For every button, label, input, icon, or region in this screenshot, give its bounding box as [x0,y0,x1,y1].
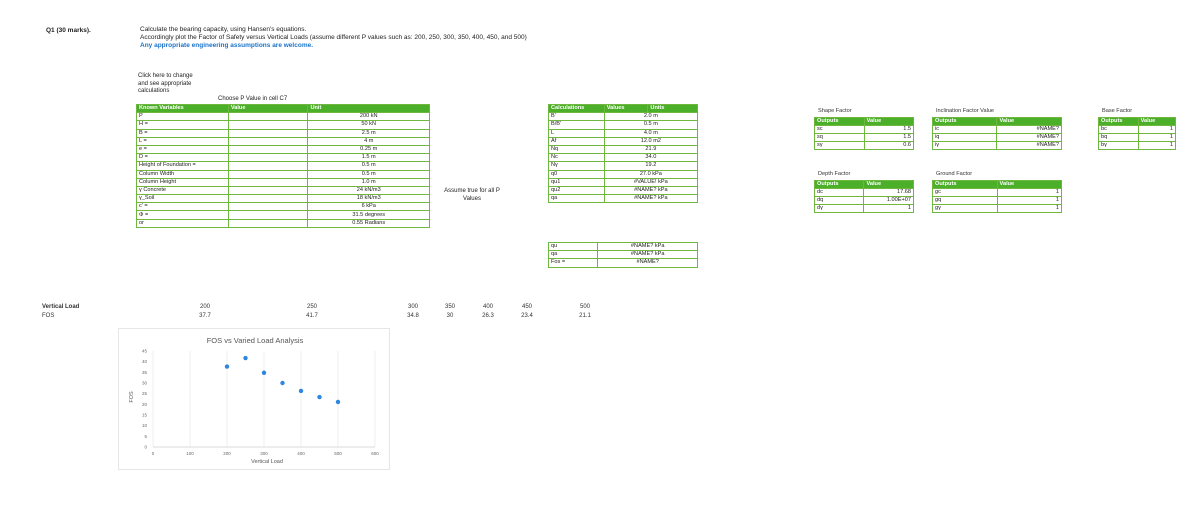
row-label: sq [815,134,865,142]
known-header-row [137,105,430,113]
table-row [815,142,914,150]
unit-cell: 1.5 m [308,154,430,162]
chart-y-tick-label: 0 [144,444,147,450]
table-row [137,178,430,186]
table-row [815,126,914,134]
value-cell: 17.68 [864,189,914,197]
chart-y-tick-label: 45 [141,348,147,354]
fos-chart [118,328,390,470]
row-label: dq [815,197,864,205]
row-label: B/B' [549,121,605,129]
table-row [815,197,914,205]
ground-factor-title: Ground Factor [936,171,973,177]
row-label: bc [1099,126,1139,134]
table-row [933,205,1062,213]
table-row [1099,142,1176,150]
chart-x-axis-label: Vertical Load [251,459,283,465]
unit-cell: 0.5 m [308,170,430,178]
depth-header-outputs: Outputs [815,181,864,189]
fos-value: 37.7 [199,313,211,319]
row-label: sγ [815,142,865,150]
table-row [549,259,698,267]
value-cell: 1 [997,205,1061,213]
row-label: iγ [933,142,997,150]
value-cell: 1 [1138,126,1175,134]
calc-header-row [549,105,698,113]
value-cell: #NAME? kPa [598,243,698,251]
fos-value: 23.4 [521,313,533,319]
calc-header-values: Values [604,105,648,113]
fos-value: 41.7 [306,313,318,319]
value-cell: #VALUE! kPa [604,178,697,186]
value-cell[interactable] [228,203,308,211]
table-row [815,205,914,213]
table-row [137,113,430,121]
chart-title: FOS vs Varied Load Analysis [206,336,304,345]
chart-y-tick-label: 15 [141,412,147,418]
inclination-factor-title: Inclination Factor Value [936,108,995,114]
vertical-load-value: 350 [444,304,455,310]
table-row [1099,134,1176,142]
instruction-line-3: Any appropriate engineering assumptions are welcome. [140,42,314,49]
base-header-outputs: Outputs [1099,118,1139,126]
value-cell[interactable] [228,186,308,194]
instruction-line-1: Calculate the bearing capacity, using Hansen's equations. [140,26,307,33]
value-cell: 0.5 m [604,121,697,129]
row-label: e = [137,145,229,153]
value-cell: 1 [997,189,1061,197]
table-row [137,129,430,137]
table-row [137,219,430,227]
table-row [549,129,698,137]
row-label: sc [815,126,865,134]
table-row [1099,126,1176,134]
row-label: Column Width [137,170,229,178]
click-note [138,73,193,96]
depth-factor-title: Depth Factor [818,171,851,177]
depth-header-value: Value [864,181,914,189]
value-cell: #NAME? [997,126,1062,134]
value-cell: 1 [864,205,914,213]
unit-cell: 4 m [308,137,430,145]
value-cell: 1.5 [864,134,913,142]
results-table [548,242,698,268]
value-cell: 1.5 [864,126,913,134]
value-cell[interactable] [228,170,308,178]
fos-value: 30 [446,313,454,319]
table-row [137,211,430,219]
row-label: γ Concrete [137,186,229,194]
value-cell: 1 [1138,142,1175,150]
row-label: qu [549,243,598,251]
value-cell: #NAME? [997,142,1062,150]
value-cell: #NAME? [997,134,1062,142]
calc-header-units: Units [648,105,698,113]
value-cell[interactable] [228,129,308,137]
ground-header-row [933,181,1062,189]
chart-data-point [317,395,321,399]
row-label: or [137,219,229,227]
base-header-value: Value [1138,118,1175,126]
row-label: P [137,113,229,121]
chart-y-axis-label: FOS [129,391,135,403]
chart-x-tick-label: 0 [151,451,155,456]
row-label: Af [549,137,605,145]
table-row [549,186,698,194]
value-cell: #NAME? [598,259,698,267]
chart-y-tick-label: 20 [141,401,147,407]
unit-cell: 31.5 degrees [308,211,430,219]
fos-value: 21.1 [579,313,591,319]
value-cell: #NAME? kPa [604,195,697,203]
row-label: B = [137,129,229,137]
table-row [137,186,430,194]
row-label: L [549,129,605,137]
row-label: c' = [137,203,229,211]
row-label: L = [137,137,229,145]
shape-header-value: Value [864,118,913,126]
table-row [137,154,430,162]
table-row [815,134,914,142]
row-label: Φ = [137,211,229,219]
table-row [549,243,698,251]
unit-cell: 50 kN [308,121,430,129]
chart-y-tick-label: 25 [141,391,147,397]
click-note-line-3: calculations [138,88,170,94]
fos-value: 26.3 [482,313,494,319]
row-label: ic [933,126,997,134]
base-header-row [1099,118,1176,126]
ground-factor-table [932,180,1062,213]
unit-cell: 18 kN/m3 [308,195,430,203]
unit-cell: 6 kPa [308,203,430,211]
chart-data-point [225,364,229,368]
value-cell: 34.0 [604,154,697,162]
value-cell[interactable] [228,154,308,162]
known-variables-table [136,104,430,228]
chart-y-tick-label: 30 [141,380,147,386]
click-note-line-1: Click here to change [138,73,193,79]
unit-cell: 1.0 m [308,178,430,186]
row-label: Nq [549,145,605,153]
row-label: Height of Foundation = [137,162,229,170]
click-note-line-2: and see appropriate [138,80,192,87]
value-cell[interactable] [228,162,308,170]
row-label: qa [549,195,605,203]
vertical-load-value: 450 [521,304,532,310]
table-row [549,137,698,145]
chart-y-tick-label: 40 [141,359,147,365]
row-label: iq [933,134,997,142]
row-label: qu1 [549,178,605,186]
value-cell: 0.6 [864,142,913,150]
choose-note: Choose P Value in cell C7 [218,96,288,102]
table-row [137,195,430,203]
chart-x-tick-label: 500 [334,451,342,456]
value-cell: 27.0 kPa [604,170,697,178]
table-row [549,251,698,259]
value-cell: 2.0 m [604,113,697,121]
row-label: Nc [549,154,605,162]
chart-x-tick-label: 400 [297,451,305,456]
inclination-factor-table [932,117,1062,150]
table-row [549,162,698,170]
row-label: bq [1099,134,1139,142]
value-cell[interactable] [228,178,308,186]
vertical-load-value: 250 [306,304,317,310]
assume-note-line-1: Assume true for all P [444,188,500,194]
table-row [549,178,698,186]
depth-factor-table [814,180,914,213]
table-row [815,189,914,197]
instructions [140,26,527,50]
row-label: H = [137,121,229,129]
value-cell[interactable] [228,137,308,145]
value-cell[interactable] [228,121,308,129]
calculations-table [548,104,698,203]
base-factor-table [1098,117,1176,150]
value-cell[interactable] [228,211,308,219]
table-row [137,121,430,129]
row-label: bγ [1099,142,1139,150]
value-cell[interactable] [228,113,308,121]
chart-y-tick-label: 35 [141,369,147,375]
table-row [933,134,1062,142]
value-cell: 19.2 [604,162,697,170]
assume-note [430,188,514,203]
ground-header-value: Value [997,181,1061,189]
row-label: γ_Soil [137,195,229,203]
vertical-load-value: 500 [579,304,590,310]
table-row [549,121,698,129]
inclination-header-outputs: Outputs [933,118,997,126]
assume-note-line-2: Values [463,195,481,202]
value-cell: 1 [997,197,1061,205]
chart-data-point [243,356,247,360]
row-label: gq [933,197,998,205]
table-row [137,137,430,145]
table-row [549,170,698,178]
unit-cell: 200 kN [308,113,430,121]
chart-x-tick-label: 600 [371,451,379,456]
unit-cell: 0.5 m [308,162,430,170]
row-label: qa [549,251,598,259]
value-cell[interactable] [228,219,308,227]
table-row [549,113,698,121]
chart-y-tick-label: 5 [144,433,147,439]
value-cell: 12.0 m2 [604,137,697,145]
chart-plot-area [142,349,379,457]
vertical-load-label: Vertical Load [42,304,80,310]
row-label: gγ [933,205,998,213]
chart-data-point [336,400,340,404]
row-label: gc [933,189,998,197]
chart-x-tick-label: 200 [223,451,231,456]
question-label: Q1 (30 marks). [46,27,91,34]
base-factor-title: Base Factor [1102,108,1133,114]
fos-chart-svg [119,329,391,471]
shape-header-row [815,118,914,126]
table-row [549,145,698,153]
depth-header-row [815,181,914,189]
known-header-name: Known Variables [137,105,229,113]
inclination-header-row [933,118,1062,126]
calc-header-name: Calculations [549,105,605,113]
inclination-header-value: Value [997,118,1062,126]
value-cell[interactable] [228,195,308,203]
row-label: B' [549,113,605,121]
chart-data-point [262,371,266,375]
chart-data-point [299,389,303,393]
chart-y-tick-label: 10 [141,423,147,429]
value-cell: #NAME? kPa [598,251,698,259]
value-cell: 21.9 [604,145,697,153]
table-row [933,142,1062,150]
shape-factor-title: Shape Factor [818,108,852,114]
table-row [137,145,430,153]
fos-label: FOS [42,313,55,319]
value-cell: 1.00E+07 [864,197,914,205]
vertical-load-value: 400 [482,304,493,310]
row-label: q0 [549,170,605,178]
vertical-load-value: 300 [407,304,418,310]
table-row [549,154,698,162]
table-row [137,162,430,170]
vertical-load-value: 200 [199,304,210,310]
ground-header-outputs: Outputs [933,181,998,189]
unit-cell: 2.5 m [308,129,430,137]
unit-cell: 0.25 m [308,145,430,153]
value-cell: 4.0 m [604,129,697,137]
chart-data-point [280,381,284,385]
table-row [549,195,698,203]
row-label: Fos = [549,259,598,267]
value-cell: #NAME? kPa [604,186,697,194]
fos-value: 34.8 [407,313,419,319]
known-header-value: Value [228,105,308,113]
known-header-unit: Unit [308,105,430,113]
unit-cell: 0.55 Radians [308,219,430,227]
shape-header-outputs: Outputs [815,118,865,126]
table-row [933,189,1062,197]
chart-x-tick-label: 100 [186,451,194,456]
shape-factor-table [814,117,914,150]
row-label: D = [137,154,229,162]
row-label: dc [815,189,864,197]
row-label: Nγ [549,162,605,170]
table-row [933,126,1062,134]
value-cell[interactable] [228,145,308,153]
chart-x-tick-label: 300 [260,451,268,456]
row-label: Column Height [137,178,229,186]
row-label: dγ [815,205,864,213]
unit-cell: 24 kN/m3 [308,186,430,194]
value-cell: 1 [1138,134,1175,142]
table-row [137,203,430,211]
table-row [933,197,1062,205]
instruction-line-2: Accordingly plot the Factor of Safety versus Vertical Loads (assume different P values such as: 200, 250, 300, 350, 400, 450, and 500) [140,34,527,41]
row-label: qu2 [549,186,605,194]
table-row [137,170,430,178]
